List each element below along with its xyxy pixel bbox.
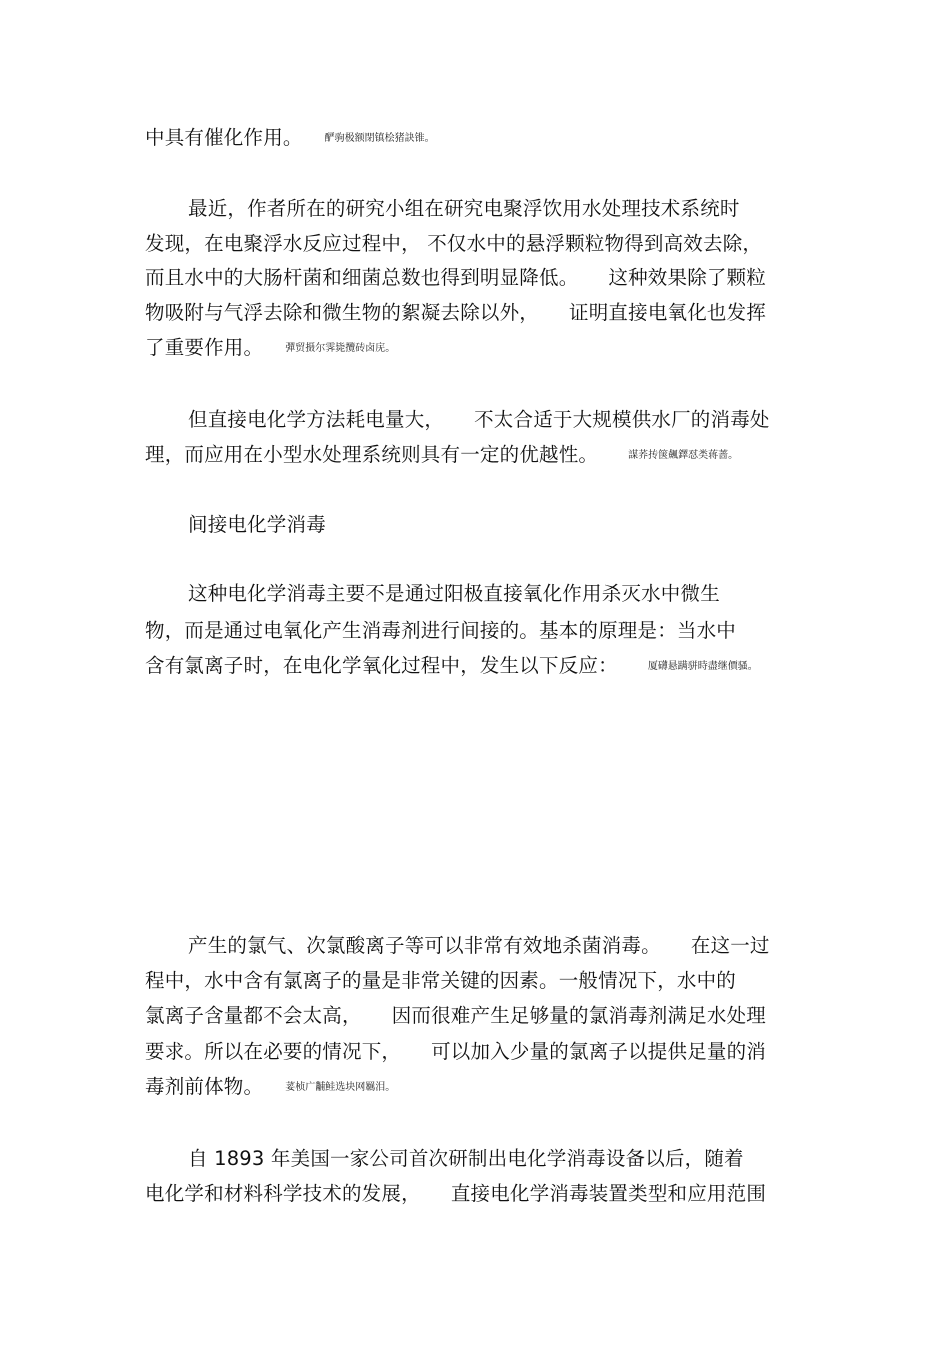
text-segment: 产生的氯气、次氯酸离子等可以非常有效地杀菌消毒。: [188, 934, 661, 957]
text-line: [145, 336, 395, 361]
section-heading: 间接电化学消毒: [188, 513, 326, 536]
text-segment: 氯离子含量都不会太高，: [145, 1004, 362, 1027]
garbled-note: 厦礴悬蹒骈時盡继價骚。: [647, 660, 758, 672]
text-segment: 了重要作用。: [145, 336, 264, 359]
garbled-note: 荽桢广黼鲑选块网羈泪。: [285, 1081, 396, 1093]
garbled-note: 彈贸摄尔霁毙攬砖卤庑。: [285, 342, 396, 354]
text-segment: 在这一过: [690, 934, 770, 957]
text-segment: 理，而应用在小型水处理系统则具有一定的优越性。: [145, 443, 599, 466]
text-segment: 毒剂前体物。: [145, 1075, 264, 1098]
text-segment: 中具有催化作用。: [145, 126, 303, 149]
text-segment: 可以加入少量的氯离子以提供足量的消: [431, 1040, 767, 1063]
text-line: [188, 934, 770, 958]
text-segment: 电化学和材料科学技术的发展，: [145, 1182, 421, 1205]
text-line: 最近，作者所在的研究小组在研究电聚浮饮用水处理技术系统时: [188, 197, 740, 220]
text-line: 物，而是通过电氧化产生消毒剂进行间接的。基本的原理是：当水中: [145, 619, 737, 642]
text-line: [145, 301, 766, 325]
text-line: [188, 408, 770, 432]
text-line: 程中，水中含有氯离子的量是非常关键的因素。一般情况下，水中的: [145, 969, 737, 992]
garbled-note: 謀荞抟箧飆鐸怼类蒋蔷。: [628, 449, 739, 461]
text-line: 这种电化学消毒主要不是通过阳极直接氧化作用杀灭水中微生: [188, 582, 720, 605]
text-line: [145, 1040, 766, 1064]
text-segment: 不太合适于大规模供水厂的消毒处: [474, 408, 770, 431]
text-segment: 含有氯离子时，在电化学氧化过程中，发生以下反应：: [145, 654, 618, 677]
text-segment: 这种效果除了颗粒: [608, 266, 767, 289]
text-line: [145, 126, 435, 151]
text-segment: 因而很难产生足够量的氯消毒剂满足水处理: [391, 1004, 767, 1027]
text-line: [145, 266, 766, 290]
text-line: [145, 1004, 766, 1028]
text-line: [145, 1182, 766, 1206]
text-segment: 证明直接电氧化也发挥: [569, 301, 767, 324]
text-line: 发现，在电聚浮水反应过程中， 不仅水中的悬浮颗粒物得到高效去除，: [145, 232, 763, 255]
text-segment: 但直接电化学方法耗电量大，: [188, 408, 445, 431]
text-segment: 直接电化学消毒装置类型和应用范围: [450, 1182, 767, 1205]
text-line: [145, 1075, 395, 1100]
text-line: [145, 654, 758, 679]
text-segment: 而且水中的大肠杆菌和细菌总数也得到明显降低。: [145, 266, 579, 289]
text-line: [145, 443, 738, 468]
text-segment: 要求。所以在必要的情况下，: [145, 1040, 402, 1063]
garbled-note: 酽驹极额閉镇桧猪訣锥。: [324, 132, 435, 144]
text-line: 自 1893 年美国一家公司首次研制出电化学消毒设备以后，随着: [188, 1147, 744, 1170]
text-segment: 物吸附与气浮去除和微生物的絮凝去除以外，: [145, 301, 540, 324]
